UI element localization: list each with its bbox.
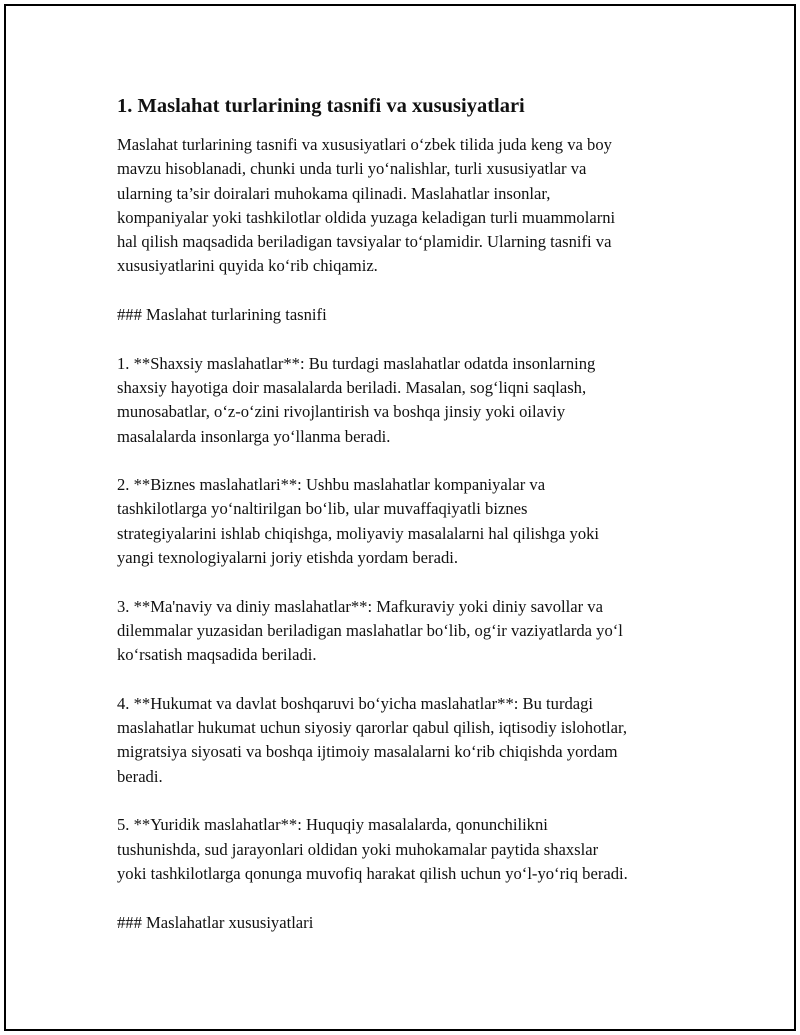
list-item-legal-advice: 5. **Yuridik maslahatlar**: Huquqiy masalalarda, qonunchilikni tushunishda, sud jarayonlari oldidan yoki muhokamalar paytida shaxslar yoki tashkilotlarga qonunga muvofiq harakat qilish uchun yo‘l-yo‘riq beradi. [117,815,628,883]
list-item-spiritual-advice: 3. **Ma'naviy va diniy maslahatlar**: Mafkuraviy yoki diniy savollar va dilemmalar yuzasidan beriladigan maslahatlar bo‘lib, og‘ir vaziyatlarda yo‘l ko‘rsatish maqsadida beriladi. [117,596,623,665]
list-item-personal-advice: 1. **Shaxsiy maslahatlar**: Bu turdagi maslahatlar odatda insonlarning shaxsiy hayotiga doir masalalarda beriladi. Masalan, sog‘liqni saqlash, munosabatlar, o‘z-o‘zini rivojlantirish va boshqa jinsiy yoki oilaviy masalalarda insonlarga yo‘llanma beradi. [117,353,596,446]
section-heading-characteristics: ### Maslahatlar xususiyatlari [117,912,314,932]
list-item-government-advice: 4. **Hukumat va davlat boshqaruvi bo‘yicha maslahatlar**: Bu turdagi maslahatlar hukumat uchun siyosiy qarorlar qabul qilish, iqtisodiy islohotlar, migratsiya siyosati va boshqa ijtimoiy masalalarni ko‘rib chiqishda yordam beradi. [117,693,627,786]
intro-paragraph: Maslahat turlarining tasnifi va xususiyatlari o‘zbek tilida juda keng va boy mavzu hisoblanadi, chunki unda turli yo‘nalishlar, turli xususiyatlar va ularning ta’sir doiralari muhokama qilinadi. Maslahatlar insonlar, kompaniyalar yoki tashkilotlar oldida yuzaga keladigan turli muammolarni hal qilish maqsadida beriladigan tavsiyalar to‘plamidir. Ularning tasnifi va xususiyatlarini quyida ko‘rib chiqamiz. [117,135,616,276]
list-item-business-advice: 2. **Biznes maslahatlari**: Ushbu maslahatlar kompaniyalar va tashkilotlarga yo‘naltirilgan bo‘lib, ular muvaffaqiyatli biznes strategiyalarini ishlab chiqishga, moliyaviy masalalarni hal qilishga yoki yangi texnologiyalarni joriy etishda yordam beradi. [117,475,600,568]
section-heading-classification: ### Maslahat turlarining tasnifi [117,305,327,325]
document-body [117,92,707,935]
document-title: 1. Maslahat turlarining tasnifi va xususiyatlari [117,95,525,117]
